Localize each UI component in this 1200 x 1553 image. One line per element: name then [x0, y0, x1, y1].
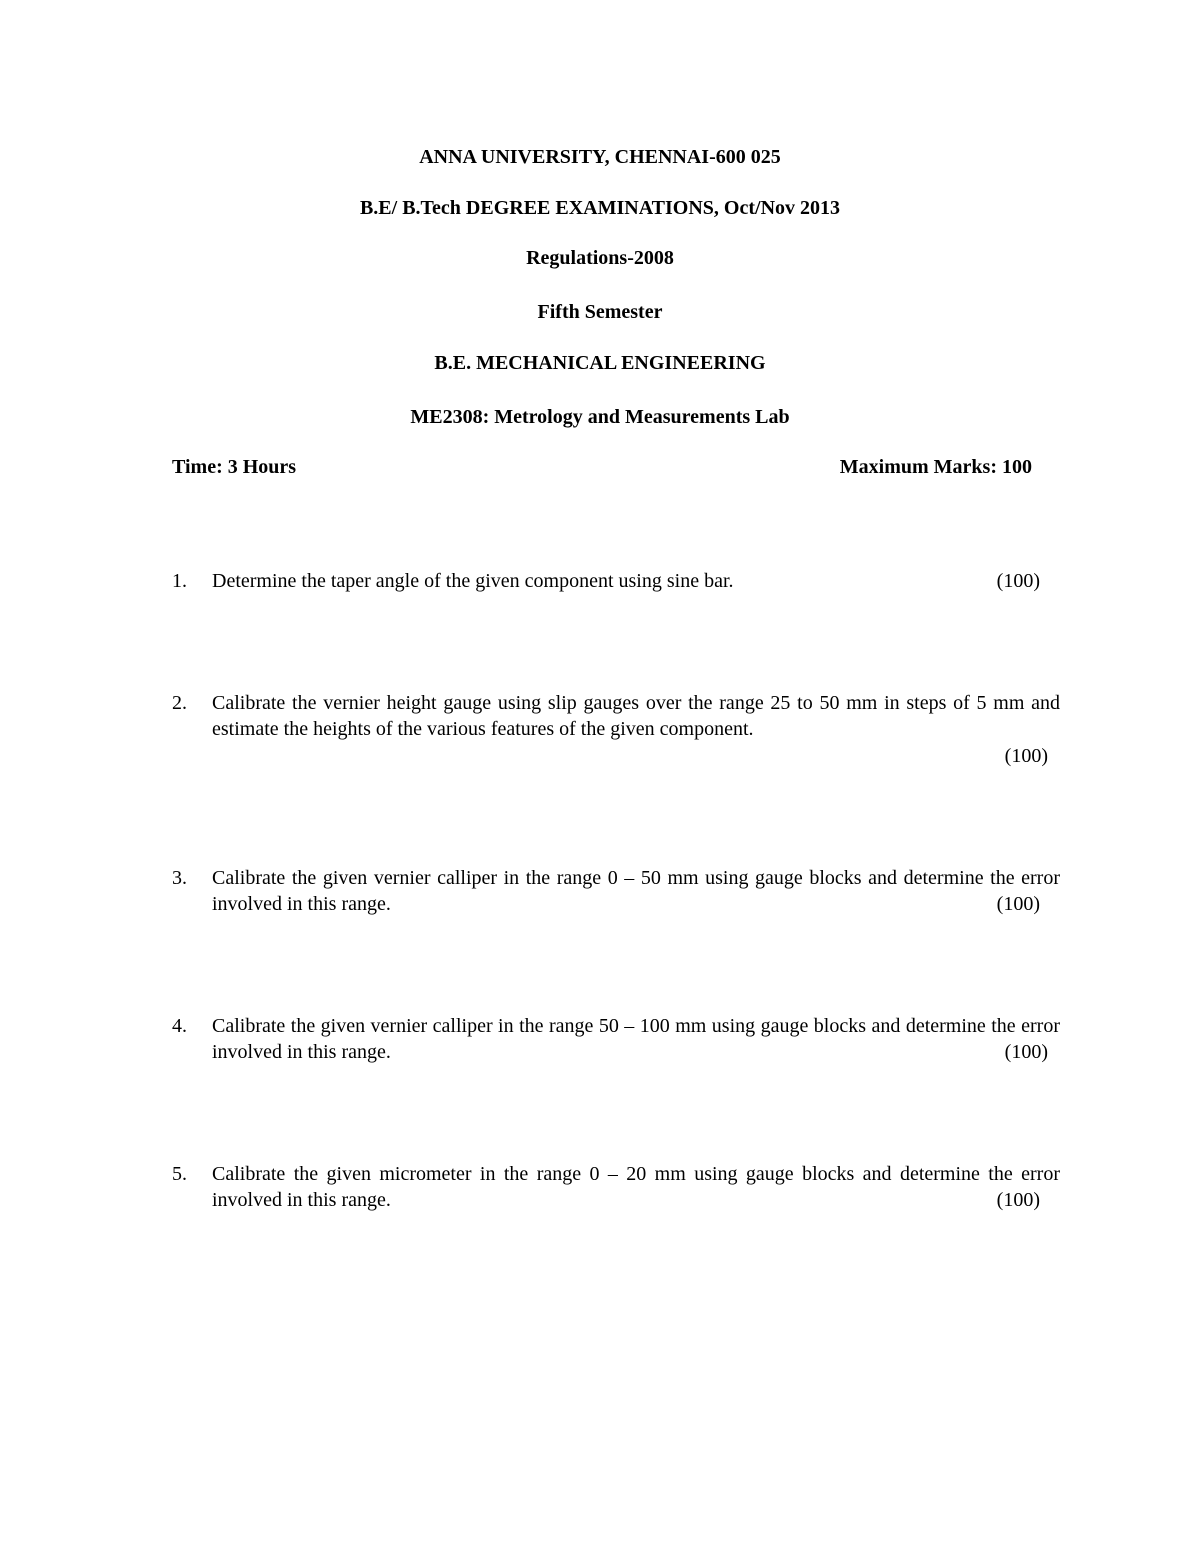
maximum-marks: Maximum Marks: 100 [839, 456, 1032, 478]
question-number: 5. [172, 1163, 187, 1185]
subject-title: ME2308: Metrology and Measurements Lab [410, 406, 790, 428]
question-text: Calibrate the given vernier calliper in the range 50 – 100 mm using gauge blocks and determine the error involved in this range. [212, 1015, 1060, 1063]
question-number: 4. [172, 1015, 187, 1037]
department: B.E. MECHANICAL ENGINEERING [434, 352, 766, 374]
semester: Fifth Semester [537, 301, 663, 323]
question-marks: (100) [996, 570, 1040, 592]
question-item [172, 568, 1060, 594]
question-marks: (100) [987, 891, 1040, 917]
exam-duration: Time: 3 Hours [172, 456, 297, 478]
question-item [172, 1013, 1060, 1065]
question-item [172, 865, 1060, 917]
question-item [172, 690, 1060, 742]
question-text: Determine the taper angle of the given component using sine bar. [212, 570, 734, 592]
question-number: 3. [172, 867, 187, 889]
question-text: Calibrate the given vernier calliper in the range 0 – 50 mm using gauge blocks and determine the error involved in this range. [212, 867, 1060, 915]
question-number: 1. [172, 570, 187, 592]
exam-title: B.E/ B.Tech DEGREE EXAMINATIONS, Oct/Nov 2013 [359, 197, 841, 219]
question-marks: (100) [987, 1187, 1040, 1213]
regulations: Regulations-2008 [526, 247, 674, 269]
question-number: 2. [172, 692, 187, 714]
question-text: Calibrate the vernier height gauge using slip gauges over the range 25 to 50 mm in steps of 5 mm and estimate the heights of the various features of the given component. [212, 692, 1060, 740]
question-text: Calibrate the given micrometer in the range 0 – 20 mm using gauge blocks and determine the error involved in this range. [212, 1163, 1060, 1211]
question-item [172, 1161, 1060, 1213]
question-marks: (100) [1004, 745, 1048, 767]
university-title: ANNA UNIVERSITY, CHENNAI-600 025 [419, 146, 781, 168]
question-marks: (100) [995, 1039, 1048, 1065]
